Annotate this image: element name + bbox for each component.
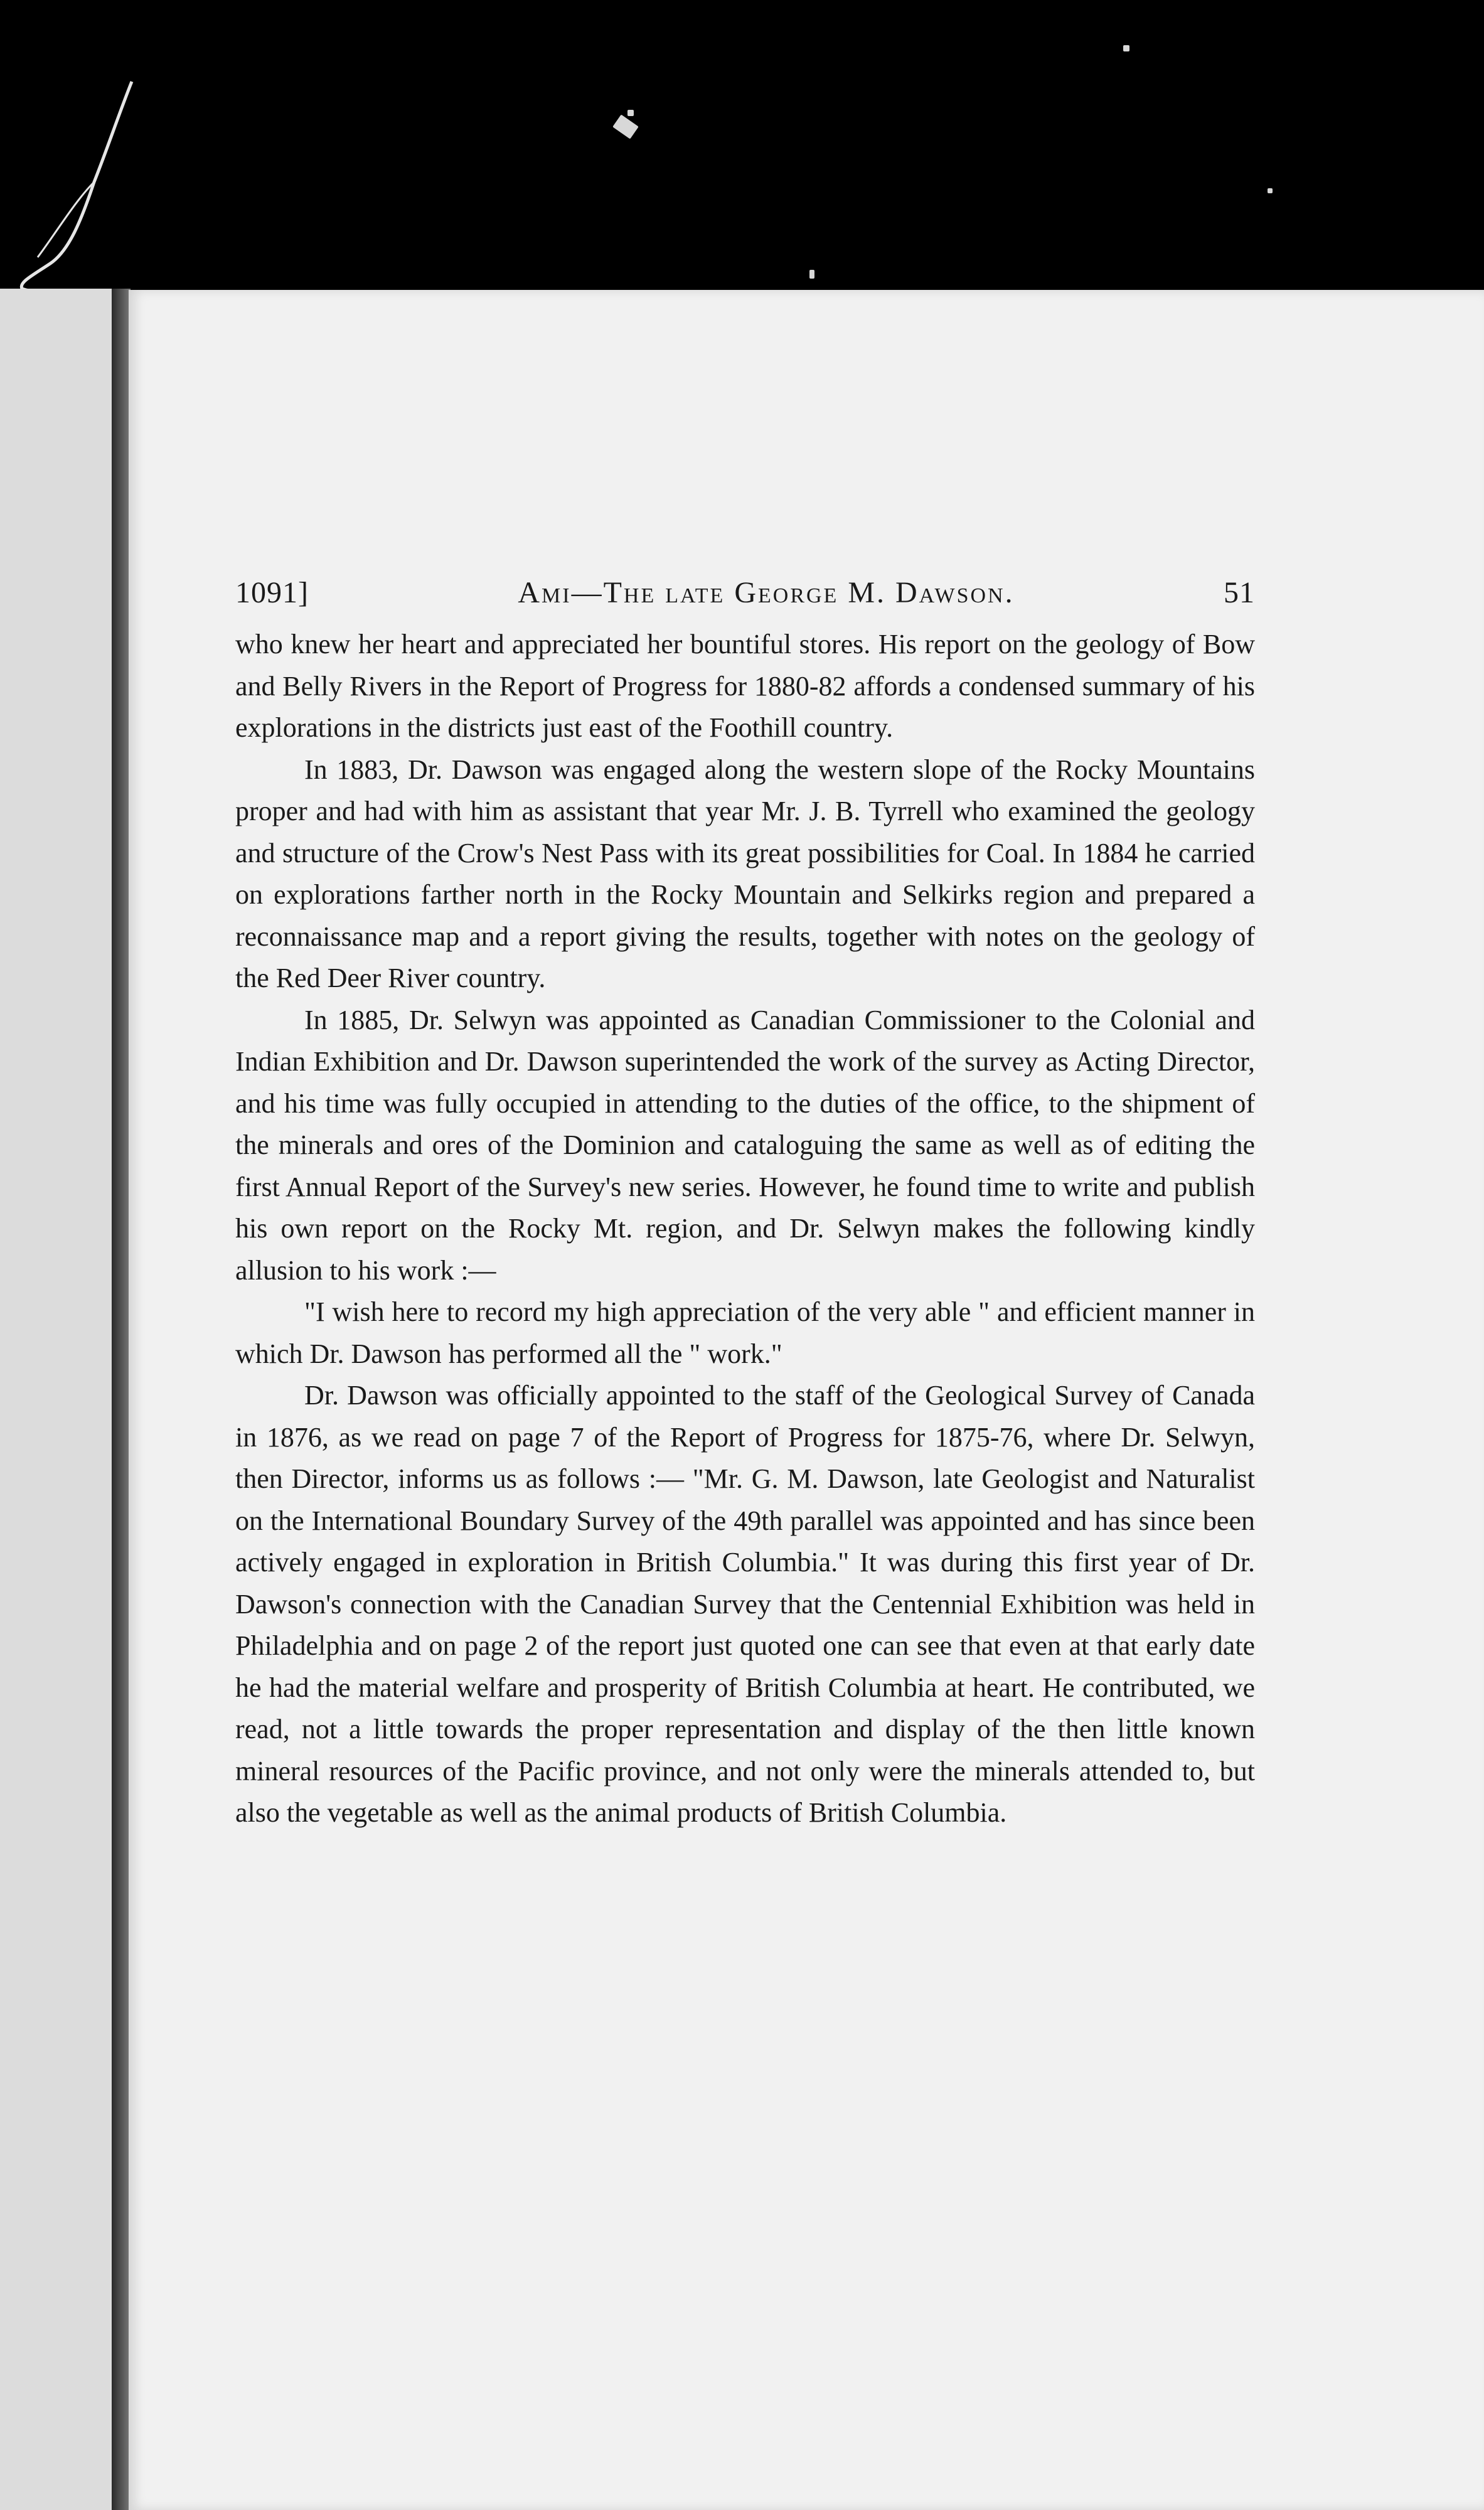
paragraph: who knew her heart and appreciated her bountiful stores. His report on the geology of Bow and Belly Rivers in the Report of Progress for 1880-82 affords a condensed summary of his explorations in the districts just east of the Foothill country. <box>235 629 1255 743</box>
paragraph: In 1885, Dr. Selwyn was appointed as Canadian Commissioner to the Colonial and Indian Exhibition and Dr. Dawson superintended the work of the survey as Acting Director, and his time was fully occupied in attending to the duties of the office, to the shipment of the minerals and ores of the Dominion and cataloguing the same as well as of editing the first Annual Report of the Survey's new series. However, he found time to write and publish his own report on the Rocky Mt. region, and Dr. Selwyn makes the following kindly allusion to his work :— <box>235 1004 1255 1286</box>
paragraph: In 1883, Dr. Dawson was engaged along the western slope of the Rocky Mountains proper and had with him as assistant that year Mr. J. B. Tyrrell who examined the geology and structure of the Crow's Nest Pass with its great possibilities for Coal. In 1884 he carried on explorations farther north in the Rocky Mountain and Selkirks region and prepared a reconnaissance map and a report giving the results, together with notes on the geology of the Red Deer River country. <box>235 754 1255 993</box>
scan-speck <box>612 114 639 139</box>
scan-background <box>0 0 1484 295</box>
body-text <box>235 624 1255 1834</box>
scan-speck <box>809 270 814 279</box>
book-page <box>129 290 1484 2510</box>
volume-reference: 1091] <box>235 576 309 609</box>
page-number: 51 <box>1224 576 1255 609</box>
scan-speck <box>1268 188 1273 193</box>
book-binding <box>112 289 131 2510</box>
running-title: Ami—The late George M. Dawson. <box>518 576 1015 609</box>
page-content <box>235 575 1255 1834</box>
paragraph: Dr. Dawson was officially appointed to the staff of the Geological Survey of Canada in 1876, as we read on page 7 of the Report of Progress for 1875-76, where Dr. Selwyn, then Director, informs us as follows :— "Mr. G. M. Dawson, late Geologist and Naturalist on the International Boundary Survey of the 49th parallel was appointed and has since been actively engaged in exploration in British Columbia." It was during this first year of Dr. Dawson's connection with the Canadian Survey that the Centennial Exhibition was held in Philadelphia and on page 2 of the report just quoted one can see that even at that early date he had the material welfare and prosperity of British Columbia at heart. He contributed, we read, not a little towards the proper representation and display of the then little known mineral resources of the Pacific province, and not only were the minerals attended to, but also the vegetable as well as the animal products of British Columbia. <box>235 1380 1255 1828</box>
facing-page-edge <box>0 289 116 2510</box>
block-quote: "I wish here to record my high appreciation of the very able " and efficient manner in which Dr. Dawson has performed all the " work." <box>235 1296 1255 1369</box>
running-head <box>235 575 1255 610</box>
scan-speck <box>627 110 634 116</box>
pen-mark-icon <box>13 75 151 301</box>
scan-speck <box>1123 45 1129 51</box>
